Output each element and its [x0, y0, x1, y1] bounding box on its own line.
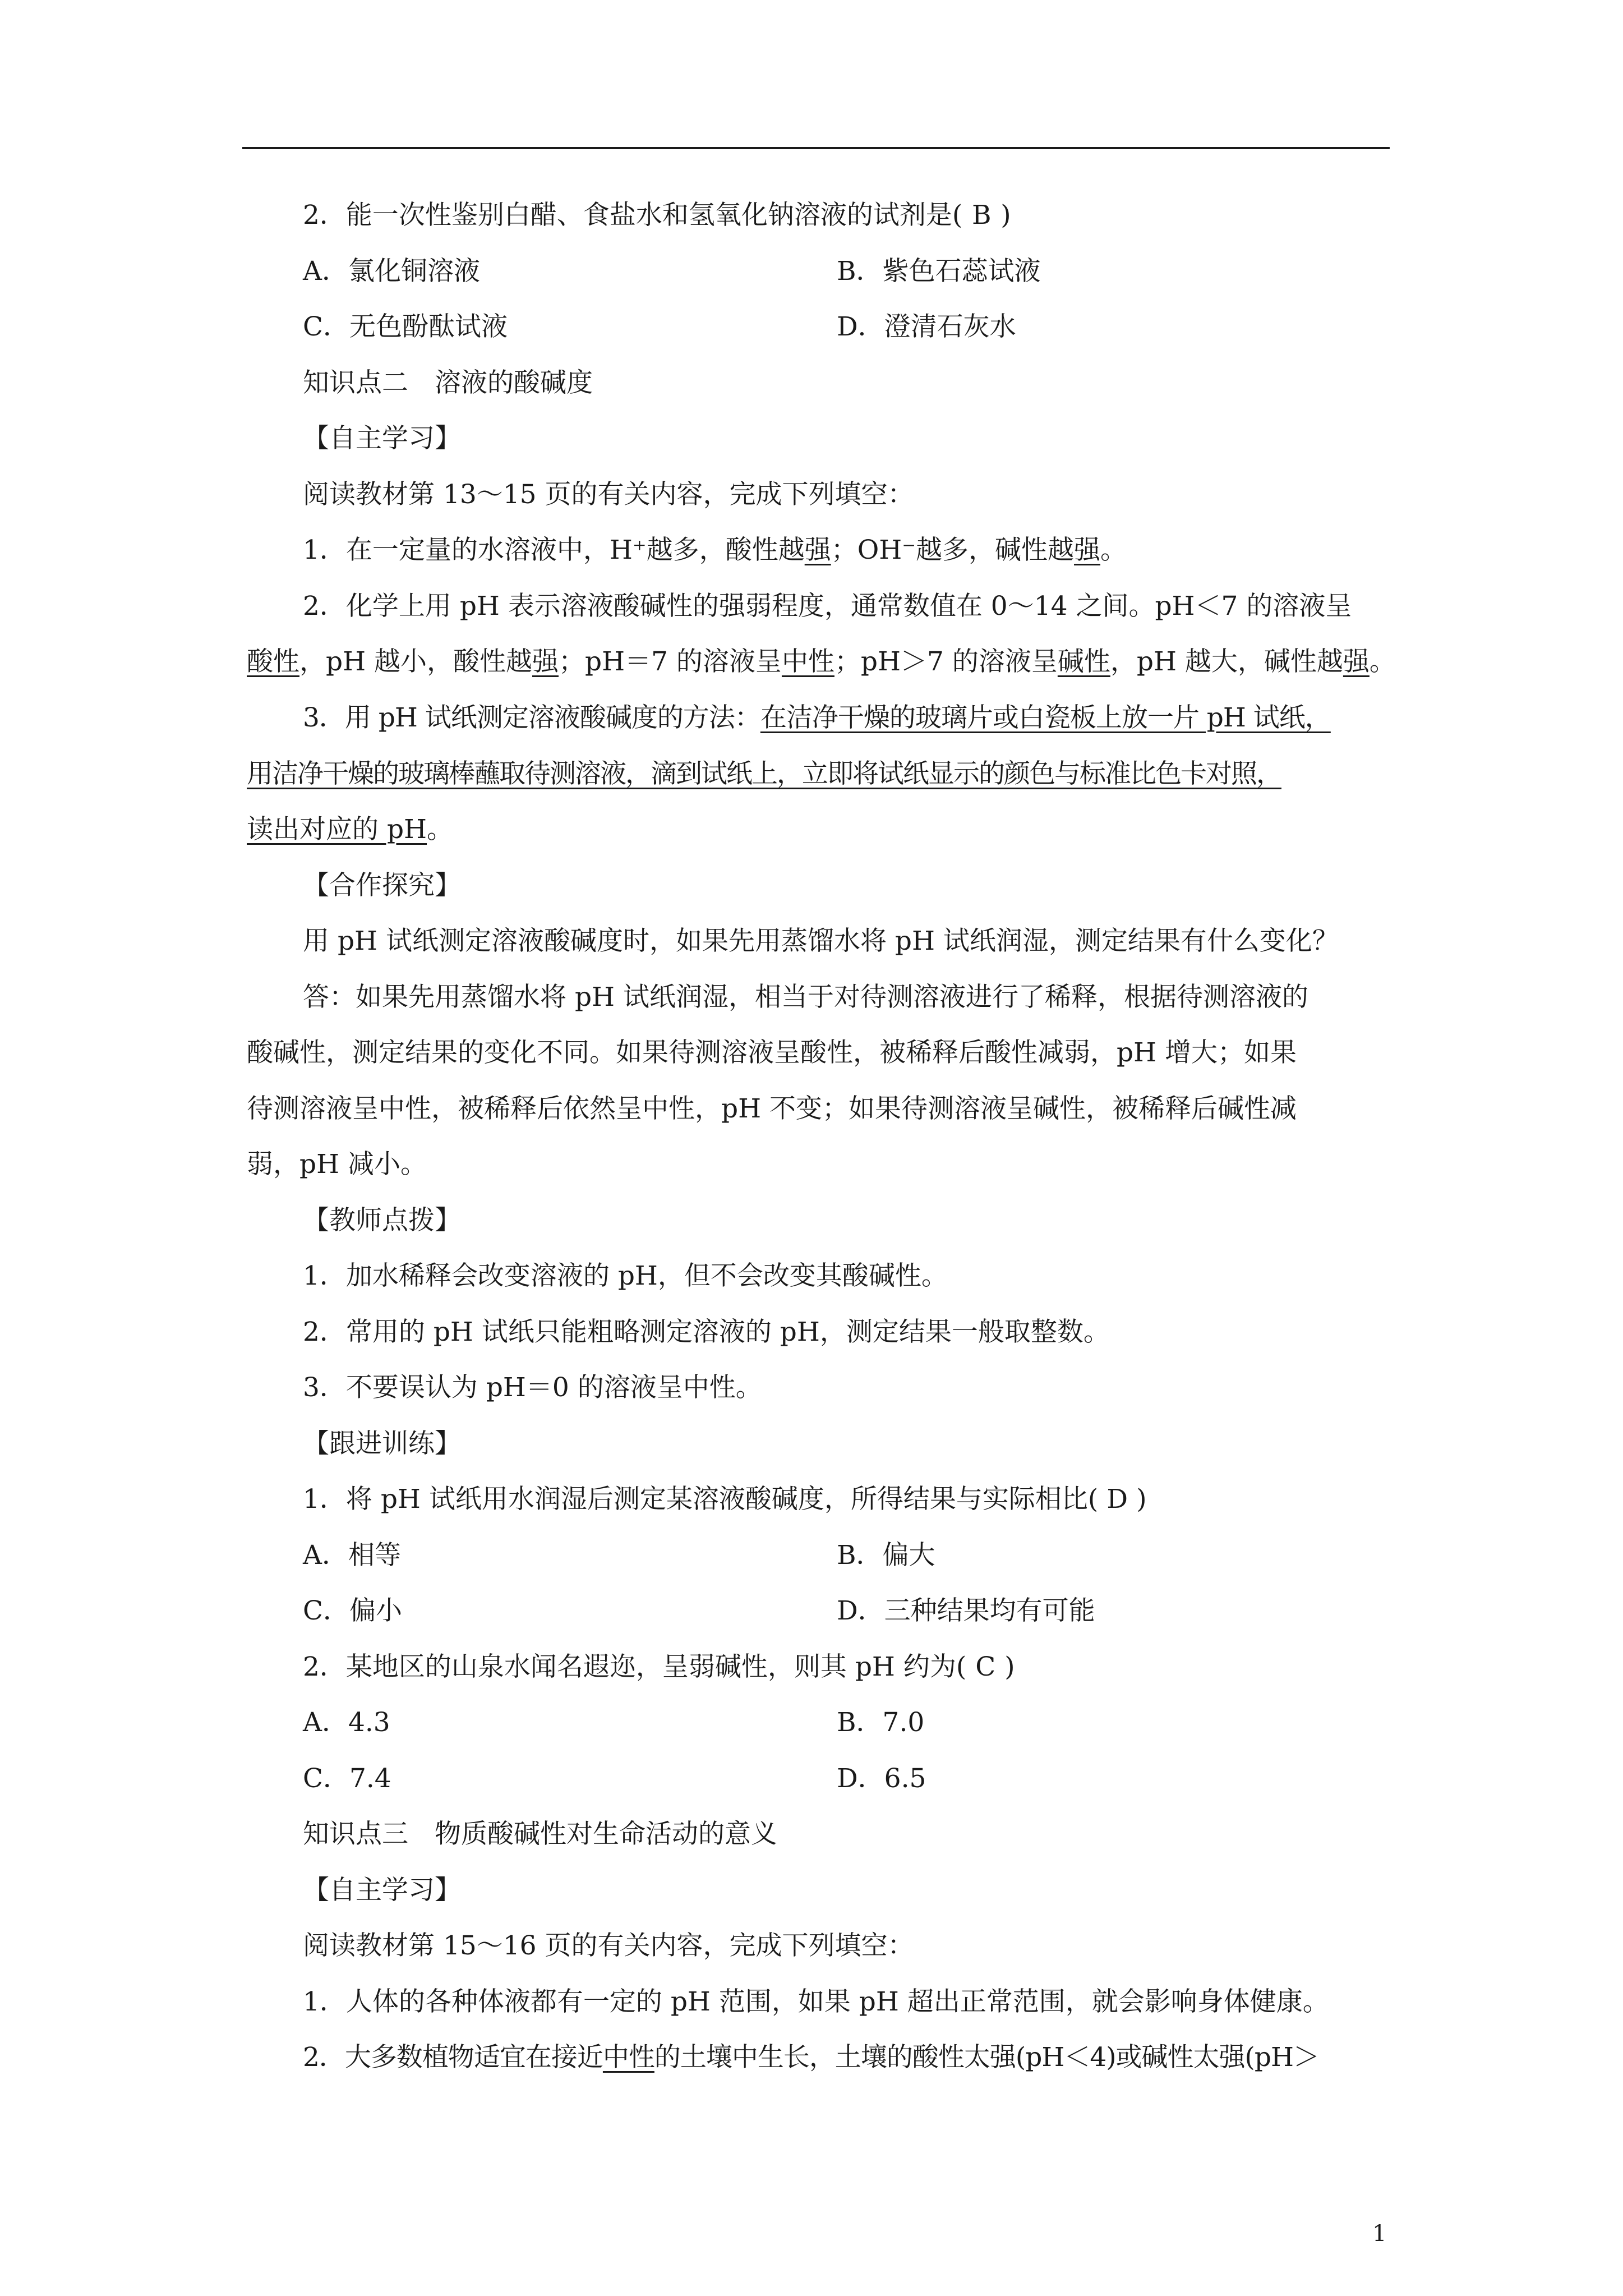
option-b: B．紫色石蕊试液 [837, 256, 1041, 287]
fill-item-2-line-2: 酸性，pH 越小，酸性越强；pH＝7 的溶液呈中性；pH＞7 的溶液呈碱性，pH 越大，碱性越强。 [247, 646, 1396, 677]
section-heading: 知识点二 溶液的酸碱度 [303, 367, 593, 398]
fill-item-2-line-1: 2．化学上用 pH 表示溶液酸碱性的强弱程度，通常数值在 0～14 之间。pH＜7 的溶液呈 [303, 591, 1352, 622]
question-2: 2．能一次性鉴别白醋、食盐水和氢氧化钠溶液的试剂是( B ) [303, 197, 1011, 233]
header-rule [242, 147, 1390, 149]
subsection-heading: 【教师点拨】 [303, 1205, 461, 1236]
answer-line-3: 待测溶液呈中性，被稀释后依然呈中性，pH 不变；如果待测溶液呈碱性，被稀释后碱性减 [247, 1093, 1297, 1124]
fill-item-3-line-2 [247, 756, 1281, 792]
answer-blank: C [975, 1651, 996, 1682]
fill-item-3-line-3: 读出对应的 pH。 [247, 814, 454, 845]
fill-blank: 在洁净干燥的玻璃片或白瓷板上放一片 pH 试纸， [760, 702, 1331, 733]
inquiry-question: 用 pH 试纸测定溶液酸碱度时，如果先用蒸馏水将 pH 试纸润湿，测定结果有什么变化？ [303, 926, 1339, 956]
fill-blank: 中性 [602, 2042, 654, 2073]
fill-blank: 强 [1343, 646, 1370, 677]
instruction-line: 阅读教材第 15～16 页的有关内容，完成下列填空： [303, 1930, 914, 1961]
tip-1: 1．加水稀释会改变溶液的 pH，但不会改变其酸碱性。 [303, 1260, 948, 1291]
training-question-2: 2．某地区的山泉水闻名遐迩，呈弱碱性，则其 pH 约为( C ) [303, 1649, 1015, 1685]
option-c: C．7.4 [303, 1763, 391, 1794]
tip-2: 2．常用的 pH 试纸只能粗略测定溶液的 pH，测定结果一般取整数。 [303, 1317, 1110, 1347]
fill-blank: 强 [1074, 535, 1101, 565]
fill-blank: 中性 [781, 646, 834, 677]
option-c: C．偏小 [303, 1595, 402, 1626]
answer-blank: B [971, 200, 992, 231]
option-c: C．无色酚酞试液 [303, 311, 508, 342]
option-d: D．6.5 [837, 1763, 926, 1794]
fill-item-1: 1．在一定量的水溶液中，H⁺越多，酸性越强；OH⁻越多，碱性越强。 [303, 535, 1127, 565]
option-b: B．7.0 [837, 1707, 925, 1738]
option-a: A．相等 [303, 1540, 401, 1571]
option-d: D．三种结果均有可能 [837, 1595, 1095, 1626]
option-a: A．氯化铜溶液 [303, 256, 480, 287]
instruction-line: 阅读教材第 13～15 页的有关内容，完成下列填空： [303, 479, 914, 510]
fill-blank: 读出对应的 pH [247, 814, 427, 845]
fill-blank: 用洁净干燥的玻璃棒蘸取待测溶液，滴到试纸上，立即将试纸显示的颜色与标准比色卡对照， [247, 758, 1281, 789]
answer-line-4: 弱，pH 减小。 [247, 1149, 427, 1180]
fill-blank: 强 [804, 535, 831, 565]
subsection-heading: 【自主学习】 [303, 423, 461, 454]
page-number: 1 [1372, 2221, 1387, 2247]
subsection-heading: 【合作探究】 [303, 870, 461, 901]
answer-blank: D [1106, 1484, 1128, 1515]
option-a: A．4.3 [303, 1707, 390, 1738]
subsection-heading: 【跟进训练】 [303, 1428, 461, 1459]
fill-item-2: 2．大多数植物适宜在接近中性的土壤中生长，土壤的酸性太强(pH＜4)或碱性太强(pH＞ [303, 2042, 1319, 2073]
section-heading: 知识点三 物质酸碱性对生命活动的意义 [303, 1819, 777, 1849]
answer-line-1: 答：如果先用蒸馏水将 pH 试纸润湿，相当于对待测溶液进行了稀释，根据待测溶液的 [303, 982, 1308, 1013]
fill-blank: 碱性 [1057, 646, 1110, 677]
fill-item-1: 1．人体的各种体液都有一定的 pH 范围，如果 pH 超出正常范围，就会影响身体健康。 [303, 1986, 1329, 2017]
fill-item-3-line-1: 3．用 pH 试纸测定溶液酸碱度的方法：在洁净干燥的玻璃片或白瓷板上放一片 pH 试纸， [303, 702, 1331, 733]
option-b: B．偏大 [837, 1540, 935, 1571]
fill-blank: 酸性 [247, 646, 299, 677]
option-d: D．澄清石灰水 [837, 311, 1016, 342]
answer-line-2: 酸碱性，测定结果的变化不同。如果待测溶液呈酸性，被稀释后酸性减弱，pH 增大；如果 [247, 1037, 1297, 1068]
fill-blank: 强 [532, 646, 559, 677]
subsection-heading: 【自主学习】 [303, 1875, 461, 1906]
tip-3: 3．不要误认为 pH＝0 的溶液呈中性。 [303, 1372, 762, 1403]
training-question-1: 1．将 pH 试纸用水润湿后测定某溶液酸碱度，所得结果与实际相比( D ) [303, 1481, 1147, 1517]
